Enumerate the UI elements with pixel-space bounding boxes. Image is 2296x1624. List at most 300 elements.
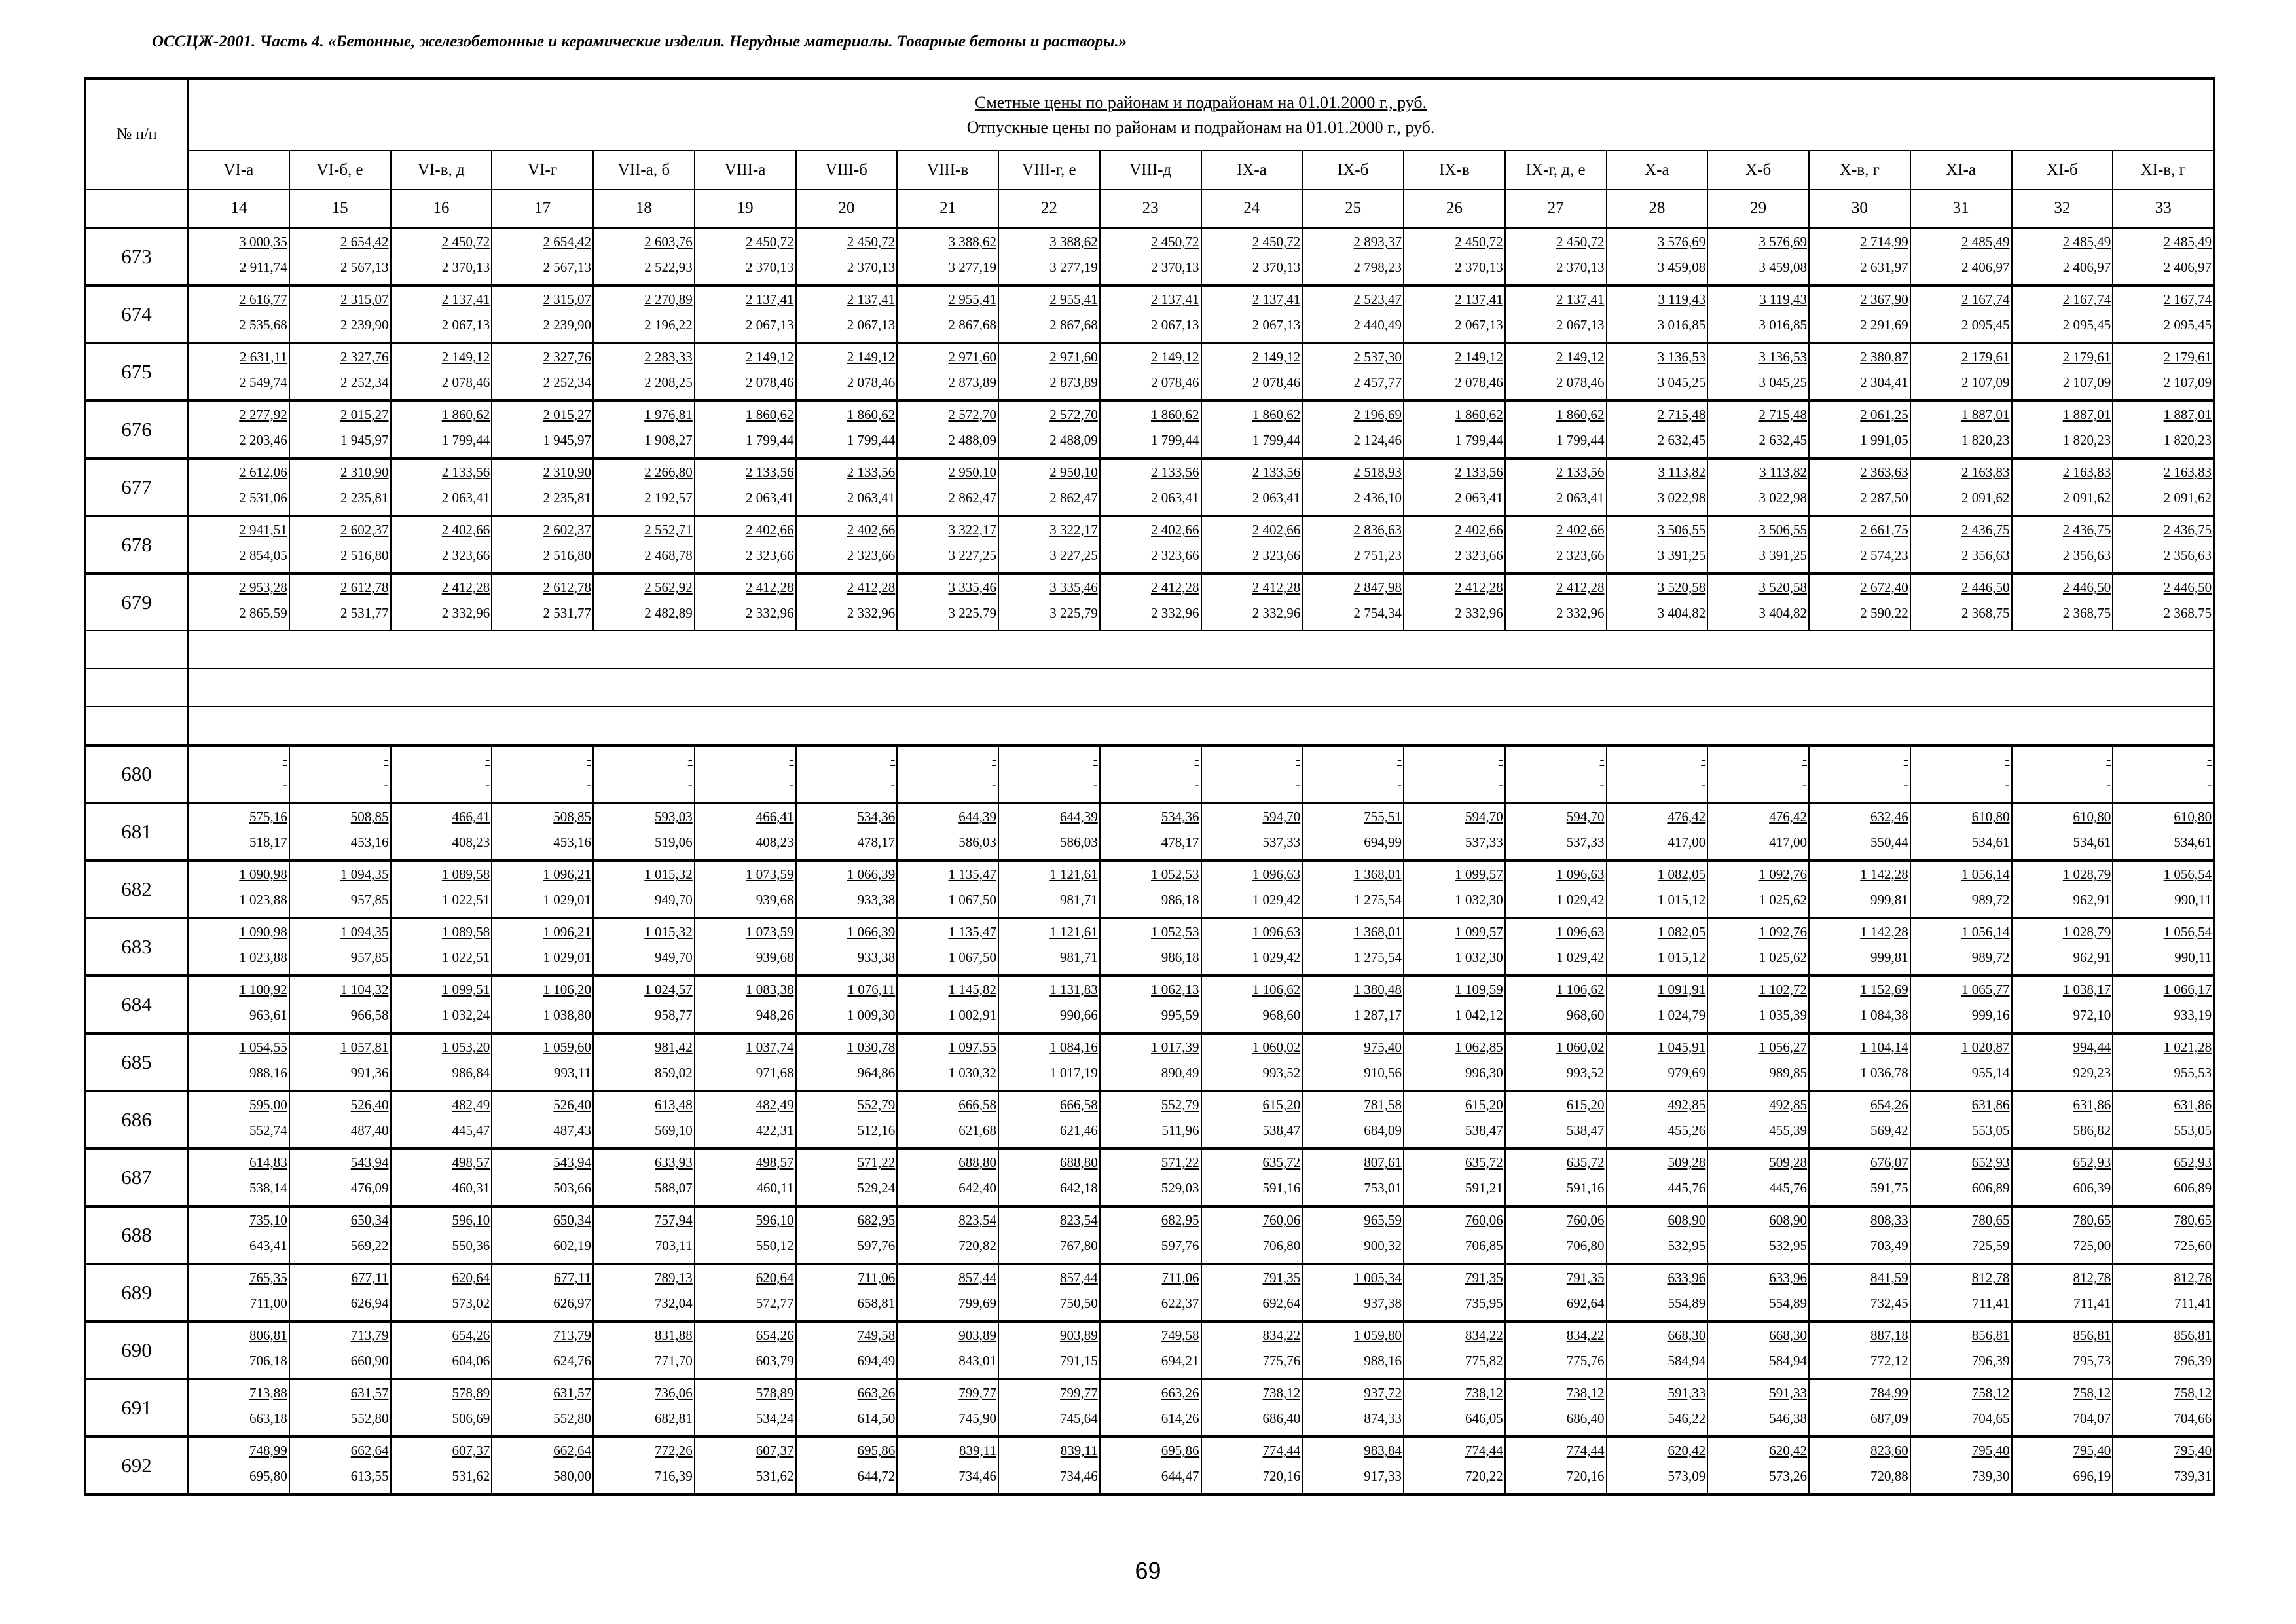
price-cell bbox=[897, 1379, 998, 1437]
estimate-price: 981,42 bbox=[655, 1039, 693, 1055]
release-price: 2 208,25 bbox=[644, 375, 693, 390]
price-cell bbox=[1607, 1149, 1708, 1206]
estimate-price: 1 887,01 bbox=[1961, 407, 2010, 422]
estimate-price: 3 520,58 bbox=[1657, 580, 1706, 595]
price-cell bbox=[1505, 918, 1607, 976]
price-cell bbox=[289, 1321, 391, 1379]
release-price: 591,21 bbox=[1465, 1180, 1503, 1196]
price-cell bbox=[391, 803, 492, 860]
release-price: 1 029,01 bbox=[543, 950, 591, 965]
estimate-price: 1 860,62 bbox=[1556, 407, 1605, 422]
price-cell bbox=[1505, 1321, 1607, 1379]
estimate-price: 2 412,28 bbox=[746, 580, 794, 595]
price-cell bbox=[1100, 1149, 1201, 1206]
price-cell bbox=[998, 286, 1100, 343]
estimate-price: 2 572,70 bbox=[1049, 407, 1098, 422]
price-cell bbox=[2113, 574, 2214, 631]
price-cell bbox=[188, 1149, 289, 1206]
estimate-price: 994,44 bbox=[2073, 1039, 2111, 1055]
estimate-price: 2 612,06 bbox=[239, 464, 287, 480]
row-number: 689 bbox=[85, 1264, 188, 1321]
price-cell bbox=[492, 401, 593, 458]
empty-cell bbox=[85, 669, 188, 707]
district-header: XI-в, г bbox=[2113, 151, 2214, 189]
estimate-price: 903,89 bbox=[1060, 1327, 1098, 1343]
price-cell bbox=[2113, 976, 2214, 1033]
release-price: 2 567,13 bbox=[340, 259, 389, 275]
price-cell bbox=[492, 860, 593, 918]
price-cell bbox=[695, 1206, 796, 1264]
release-price: 695,80 bbox=[249, 1468, 287, 1484]
estimate-price: 508,85 bbox=[350, 809, 389, 824]
price-cell bbox=[897, 1437, 998, 1494]
estimate-price: 2 149,12 bbox=[1455, 349, 1503, 365]
release-price: 531,62 bbox=[756, 1468, 794, 1484]
estimate-price: 591,33 bbox=[1769, 1385, 1807, 1401]
release-price: 644,47 bbox=[1161, 1468, 1199, 1484]
price-cell bbox=[1809, 1091, 1910, 1149]
estimate-price: 1 030,78 bbox=[847, 1039, 896, 1055]
price-cell bbox=[1201, 401, 1303, 458]
release-price: 569,10 bbox=[655, 1122, 693, 1138]
price-cell bbox=[695, 1149, 796, 1206]
price-cell bbox=[1404, 574, 1505, 631]
price-cell bbox=[492, 1321, 593, 1379]
release-price: 1 799,44 bbox=[1556, 432, 1605, 448]
release-price: 2 235,81 bbox=[340, 490, 389, 506]
estimate-price: 2 955,41 bbox=[1049, 291, 1098, 307]
price-cell bbox=[695, 860, 796, 918]
estimate-price: 3 136,53 bbox=[1758, 349, 1807, 365]
price-cell bbox=[1809, 516, 1910, 574]
table-row bbox=[85, 745, 2214, 803]
release-price: 2 631,97 bbox=[1860, 259, 1908, 275]
price-cell bbox=[188, 745, 289, 803]
estimate-price: 774,44 bbox=[1465, 1443, 1503, 1458]
estimate-price: 1 887,01 bbox=[2062, 407, 2111, 422]
estimate-price: 2 971,60 bbox=[1049, 349, 1098, 365]
estimate-price: 1 099,57 bbox=[1455, 866, 1503, 882]
price-cell bbox=[2012, 803, 2113, 860]
release-price: 626,94 bbox=[350, 1295, 389, 1311]
price-cell bbox=[1910, 1033, 2012, 1091]
estimate-price: 799,77 bbox=[1060, 1385, 1098, 1401]
price-cell bbox=[1100, 1264, 1201, 1321]
release-price: 993,52 bbox=[1262, 1065, 1301, 1080]
column-number: 23 bbox=[1100, 189, 1201, 228]
release-price: 2 078,46 bbox=[1151, 375, 1199, 390]
estimate-price: 644,39 bbox=[958, 809, 996, 824]
estimate-price: - bbox=[789, 751, 794, 767]
release-price: 706,80 bbox=[1262, 1238, 1301, 1253]
price-cell bbox=[1505, 1033, 1607, 1091]
estimate-price: 596,10 bbox=[756, 1212, 794, 1228]
estimate-price: 812,78 bbox=[1971, 1270, 2010, 1285]
estimate-price: 466,41 bbox=[452, 809, 490, 824]
estimate-price: 3 576,69 bbox=[1758, 234, 1807, 249]
release-price: 2 522,93 bbox=[644, 259, 693, 275]
price-cell bbox=[1910, 343, 2012, 401]
estimate-price: 1 084,16 bbox=[1049, 1039, 1098, 1055]
estimate-price: 635,72 bbox=[1566, 1154, 1605, 1170]
district-header: VII-а, б bbox=[593, 151, 695, 189]
price-cell bbox=[695, 1033, 796, 1091]
price-cell bbox=[492, 574, 593, 631]
price-cell bbox=[1201, 745, 1303, 803]
estimate-price: 614,83 bbox=[249, 1154, 287, 1170]
estimate-price: 1 096,63 bbox=[1252, 924, 1301, 940]
release-price: 1 025,62 bbox=[1758, 950, 1807, 965]
release-price: 706,80 bbox=[1566, 1238, 1605, 1253]
estimate-price: 2 715,48 bbox=[1657, 407, 1706, 422]
estimate-price: 774,44 bbox=[1262, 1443, 1301, 1458]
price-cell bbox=[492, 1437, 593, 1494]
price-cell bbox=[897, 1033, 998, 1091]
price-cell bbox=[1910, 458, 2012, 516]
price-cell bbox=[1707, 976, 1809, 1033]
price-cell bbox=[1910, 574, 2012, 631]
release-price: 2 287,50 bbox=[1860, 490, 1908, 506]
price-cell bbox=[2113, 286, 2214, 343]
empty-row bbox=[85, 669, 2214, 707]
release-price: 986,18 bbox=[1161, 950, 1199, 965]
release-price: 735,95 bbox=[1465, 1295, 1503, 1311]
price-cell bbox=[1302, 976, 1404, 1033]
price-cell bbox=[1302, 1091, 1404, 1149]
estimate-price: 526,40 bbox=[553, 1097, 591, 1113]
release-price: 537,33 bbox=[1465, 834, 1503, 850]
release-price: 552,80 bbox=[553, 1411, 591, 1426]
price-cell bbox=[1100, 1379, 1201, 1437]
release-price: 1 002,91 bbox=[948, 1007, 996, 1023]
release-price: 606,89 bbox=[1971, 1180, 2010, 1196]
price-cell bbox=[492, 1149, 593, 1206]
release-price: 2 862,47 bbox=[948, 490, 996, 506]
estimate-price: 2 446,50 bbox=[2062, 580, 2111, 595]
estimate-price: - bbox=[1194, 751, 1199, 767]
column-number: 22 bbox=[998, 189, 1100, 228]
release-price: 725,00 bbox=[2073, 1238, 2111, 1253]
estimate-price: 780,65 bbox=[2073, 1212, 2111, 1228]
price-cell bbox=[1910, 1264, 2012, 1321]
estimate-price: 677,11 bbox=[554, 1270, 591, 1285]
release-price: 2 239,90 bbox=[340, 317, 389, 333]
price-cell bbox=[1201, 1149, 1303, 1206]
district-header: IX-в bbox=[1404, 151, 1505, 189]
price-cell bbox=[1607, 1437, 1708, 1494]
estimate-price: 1 096,21 bbox=[543, 924, 591, 940]
release-price: 2 567,13 bbox=[543, 259, 591, 275]
price-cell bbox=[1100, 401, 1201, 458]
estimate-price: 1 860,62 bbox=[1151, 407, 1199, 422]
estimate-price: 1 073,59 bbox=[746, 924, 794, 940]
estimate-price: - bbox=[485, 751, 490, 767]
estimate-price: 635,72 bbox=[1465, 1154, 1503, 1170]
estimate-price: 2 163,83 bbox=[1961, 464, 2010, 480]
estimate-price: 2 602,37 bbox=[340, 522, 389, 538]
estimate-price: 2 137,41 bbox=[1151, 291, 1199, 307]
price-cell bbox=[998, 918, 1100, 976]
price-cell bbox=[1809, 343, 1910, 401]
estimate-price: 2 450,72 bbox=[847, 234, 896, 249]
row-number: 678 bbox=[85, 516, 188, 574]
price-cell bbox=[998, 1321, 1100, 1379]
price-cell bbox=[1505, 1379, 1607, 1437]
estimate-price: 631,86 bbox=[2174, 1097, 2212, 1113]
release-price: 988,16 bbox=[1364, 1353, 1402, 1369]
price-cell bbox=[1809, 803, 1910, 860]
release-price: - bbox=[485, 777, 490, 792]
estimate-price: 3 506,55 bbox=[1758, 522, 1807, 538]
release-price: 711,41 bbox=[2073, 1295, 2111, 1311]
price-cell bbox=[2012, 401, 2113, 458]
release-price: 989,72 bbox=[1971, 950, 2010, 965]
estimate-price: 823,54 bbox=[1060, 1212, 1098, 1228]
release-price: 512,16 bbox=[857, 1122, 896, 1138]
release-price: 455,26 bbox=[1667, 1122, 1706, 1138]
column-number: 32 bbox=[2012, 189, 2113, 228]
estimate-price: 596,10 bbox=[452, 1212, 490, 1228]
release-price: 993,52 bbox=[1566, 1065, 1605, 1080]
price-cell bbox=[492, 1033, 593, 1091]
estimate-price: 2 133,56 bbox=[1252, 464, 1301, 480]
estimate-price: 2 179,61 bbox=[1961, 349, 2010, 365]
release-price: 694,21 bbox=[1161, 1353, 1199, 1369]
estimate-price: 784,99 bbox=[1870, 1385, 1908, 1401]
estimate-price: 965,59 bbox=[1364, 1212, 1402, 1228]
price-cell bbox=[897, 860, 998, 918]
price-cell bbox=[1607, 1206, 1708, 1264]
release-price: 732,04 bbox=[655, 1295, 693, 1311]
release-price: 569,42 bbox=[1870, 1122, 1908, 1138]
release-price: 711,41 bbox=[2174, 1295, 2212, 1311]
price-cell bbox=[2113, 458, 2214, 516]
price-cell bbox=[1100, 918, 1201, 976]
column-number: 29 bbox=[1707, 189, 1809, 228]
price-cell bbox=[1505, 574, 1607, 631]
release-price: 711,00 bbox=[249, 1295, 287, 1311]
price-cell bbox=[1707, 860, 1809, 918]
release-price: 2 370,13 bbox=[1252, 259, 1301, 275]
release-price: 939,68 bbox=[756, 892, 794, 908]
release-price: 775,82 bbox=[1465, 1353, 1503, 1369]
release-price: 2 107,09 bbox=[2062, 375, 2111, 390]
release-price: 2 304,41 bbox=[1860, 375, 1908, 390]
price-cell bbox=[391, 343, 492, 401]
release-price: 553,05 bbox=[2174, 1122, 2212, 1138]
district-header: VIII-б bbox=[796, 151, 898, 189]
estimate-price: 666,58 bbox=[958, 1097, 996, 1113]
estimate-price: 2 450,72 bbox=[1252, 234, 1301, 249]
row-number: 686 bbox=[85, 1091, 188, 1149]
column-number: 19 bbox=[695, 189, 796, 228]
release-price: 1 029,42 bbox=[1252, 892, 1301, 908]
release-price: 2 368,75 bbox=[2163, 605, 2212, 621]
price-cell bbox=[1100, 458, 1201, 516]
estimate-price: 795,40 bbox=[2073, 1443, 2111, 1458]
estimate-price: 610,80 bbox=[1971, 809, 2010, 824]
release-price: 981,71 bbox=[1060, 892, 1098, 908]
district-header: X-а bbox=[1607, 151, 1708, 189]
price-cell bbox=[1910, 1321, 2012, 1379]
estimate-price: 1 100,92 bbox=[239, 982, 287, 997]
estimate-price: 2 402,66 bbox=[441, 522, 490, 538]
release-price: 2 107,09 bbox=[1961, 375, 2010, 390]
estimate-price: 610,80 bbox=[2073, 809, 2111, 824]
price-cell bbox=[492, 1264, 593, 1321]
price-cell bbox=[2012, 1091, 2113, 1149]
estimate-price: 482,49 bbox=[756, 1097, 794, 1113]
price-cell bbox=[1607, 516, 1708, 574]
release-price: 2 356,63 bbox=[1961, 547, 2010, 563]
estimate-price: 738,12 bbox=[1465, 1385, 1503, 1401]
estimate-price: 1 052,53 bbox=[1151, 866, 1199, 882]
price-cell bbox=[1201, 343, 1303, 401]
release-price: 1 015,12 bbox=[1657, 950, 1706, 965]
price-cell bbox=[1404, 343, 1505, 401]
release-price: 2 531,77 bbox=[543, 605, 591, 621]
price-cell bbox=[1809, 976, 1910, 1033]
release-price: 584,94 bbox=[1667, 1353, 1706, 1369]
price-cell bbox=[1302, 343, 1404, 401]
release-price: 1 015,12 bbox=[1657, 892, 1706, 908]
estimate-price: 476,42 bbox=[1667, 809, 1706, 824]
estimate-price: 1 135,47 bbox=[948, 866, 996, 882]
price-cell bbox=[1100, 1091, 1201, 1149]
price-cell bbox=[1201, 286, 1303, 343]
release-price: 1 820,23 bbox=[2062, 432, 2111, 448]
release-price: 2 370,13 bbox=[847, 259, 896, 275]
estimate-price: 1 097,55 bbox=[948, 1039, 996, 1055]
release-price: 2 873,89 bbox=[1049, 375, 1098, 390]
price-cell bbox=[1302, 745, 1404, 803]
price-cell bbox=[391, 1264, 492, 1321]
release-price: 2 370,13 bbox=[746, 259, 794, 275]
release-price: 2 332,96 bbox=[746, 605, 794, 621]
release-price: 2 063,41 bbox=[1556, 490, 1605, 506]
price-cell bbox=[492, 976, 593, 1033]
price-cell bbox=[695, 803, 796, 860]
price-cell bbox=[1607, 1264, 1708, 1321]
price-cell bbox=[593, 401, 695, 458]
price-cell bbox=[1607, 1379, 1708, 1437]
price-cell bbox=[998, 1264, 1100, 1321]
price-cell bbox=[897, 228, 998, 286]
price-cell bbox=[2113, 516, 2214, 574]
table-row bbox=[85, 976, 2214, 1033]
price-cell bbox=[695, 918, 796, 976]
price-cell bbox=[1607, 976, 1708, 1033]
estimate-price: 2 149,12 bbox=[847, 349, 896, 365]
estimate-price: 812,78 bbox=[2073, 1270, 2111, 1285]
release-price: 968,60 bbox=[1262, 1007, 1301, 1023]
release-price: 1 799,44 bbox=[1455, 432, 1503, 448]
price-cell bbox=[1910, 401, 2012, 458]
estimate-price: 1 090,98 bbox=[239, 866, 287, 882]
price-cell bbox=[188, 574, 289, 631]
price-cell bbox=[1201, 1437, 1303, 1494]
release-price: 453,16 bbox=[553, 834, 591, 850]
release-price: 602,19 bbox=[553, 1238, 591, 1253]
price-cell bbox=[897, 1321, 998, 1379]
estimate-price: 1 099,51 bbox=[441, 982, 490, 997]
price-cell bbox=[796, 1379, 898, 1437]
price-cell bbox=[1505, 1206, 1607, 1264]
release-price: 3 045,25 bbox=[1758, 375, 1807, 390]
estimate-price: 608,90 bbox=[1667, 1212, 1706, 1228]
release-price: 591,16 bbox=[1566, 1180, 1605, 1196]
estimate-price: 1 056,14 bbox=[1961, 924, 2010, 940]
release-price: 971,68 bbox=[756, 1065, 794, 1080]
price-cell bbox=[188, 343, 289, 401]
release-price: 646,05 bbox=[1465, 1411, 1503, 1426]
release-price: 586,03 bbox=[958, 834, 996, 850]
release-price: 2 323,66 bbox=[1151, 547, 1199, 563]
price-cell bbox=[1404, 803, 1505, 860]
release-price: 546,38 bbox=[1769, 1411, 1807, 1426]
estimate-price: 765,35 bbox=[249, 1270, 287, 1285]
row-number: 673 bbox=[85, 228, 188, 286]
release-price: 2 865,59 bbox=[239, 605, 287, 621]
release-price: 910,56 bbox=[1364, 1065, 1402, 1080]
price-cell bbox=[1809, 1321, 1910, 1379]
release-price: 948,26 bbox=[756, 1007, 794, 1023]
price-cell bbox=[796, 401, 898, 458]
estimate-price: 613,48 bbox=[655, 1097, 693, 1113]
price-cell bbox=[1505, 228, 1607, 286]
release-price: 2 867,68 bbox=[948, 317, 996, 333]
price-cell bbox=[1910, 1379, 2012, 1437]
estimate-price: 2 436,75 bbox=[2163, 522, 2212, 538]
estimate-price: - bbox=[1296, 751, 1301, 767]
release-price: 3 045,25 bbox=[1657, 375, 1706, 390]
estimate-price: 1 860,62 bbox=[847, 407, 896, 422]
estimate-price: 1 089,58 bbox=[441, 924, 490, 940]
release-price: 2 091,62 bbox=[1961, 490, 2010, 506]
price-cell bbox=[897, 745, 998, 803]
release-price: - bbox=[1903, 777, 1908, 792]
release-price: 771,70 bbox=[655, 1353, 693, 1369]
table-row bbox=[85, 1379, 2214, 1437]
estimate-price: 2 270,89 bbox=[644, 291, 693, 307]
release-price: 408,23 bbox=[756, 834, 794, 850]
price-cell bbox=[1910, 803, 2012, 860]
price-cell bbox=[1809, 286, 1910, 343]
price-cell bbox=[1404, 228, 1505, 286]
price-cell bbox=[998, 458, 1100, 516]
price-cell bbox=[1201, 1091, 1303, 1149]
estimate-price: 757,94 bbox=[655, 1212, 693, 1228]
price-cell bbox=[1707, 803, 1809, 860]
release-price: 2 095,45 bbox=[2062, 317, 2111, 333]
estimate-price: 1 062,85 bbox=[1455, 1039, 1503, 1055]
estimate-price: 975,40 bbox=[1364, 1039, 1402, 1055]
estimate-price: 2 950,10 bbox=[1049, 464, 1098, 480]
estimate-price: 1 860,62 bbox=[1455, 407, 1503, 422]
estimate-price: 738,12 bbox=[1262, 1385, 1301, 1401]
price-cell bbox=[1607, 458, 1708, 516]
price-cell bbox=[1707, 516, 1809, 574]
release-price: 538,47 bbox=[1566, 1122, 1605, 1138]
estimate-price: 1 037,74 bbox=[746, 1039, 794, 1055]
release-price: 422,31 bbox=[756, 1122, 794, 1138]
release-price: 703,11 bbox=[655, 1238, 693, 1253]
release-price: 460,11 bbox=[756, 1180, 794, 1196]
price-cell bbox=[2113, 401, 2214, 458]
release-price: 2 196,22 bbox=[644, 317, 693, 333]
release-price: 487,40 bbox=[350, 1122, 389, 1138]
row-number: 687 bbox=[85, 1149, 188, 1206]
